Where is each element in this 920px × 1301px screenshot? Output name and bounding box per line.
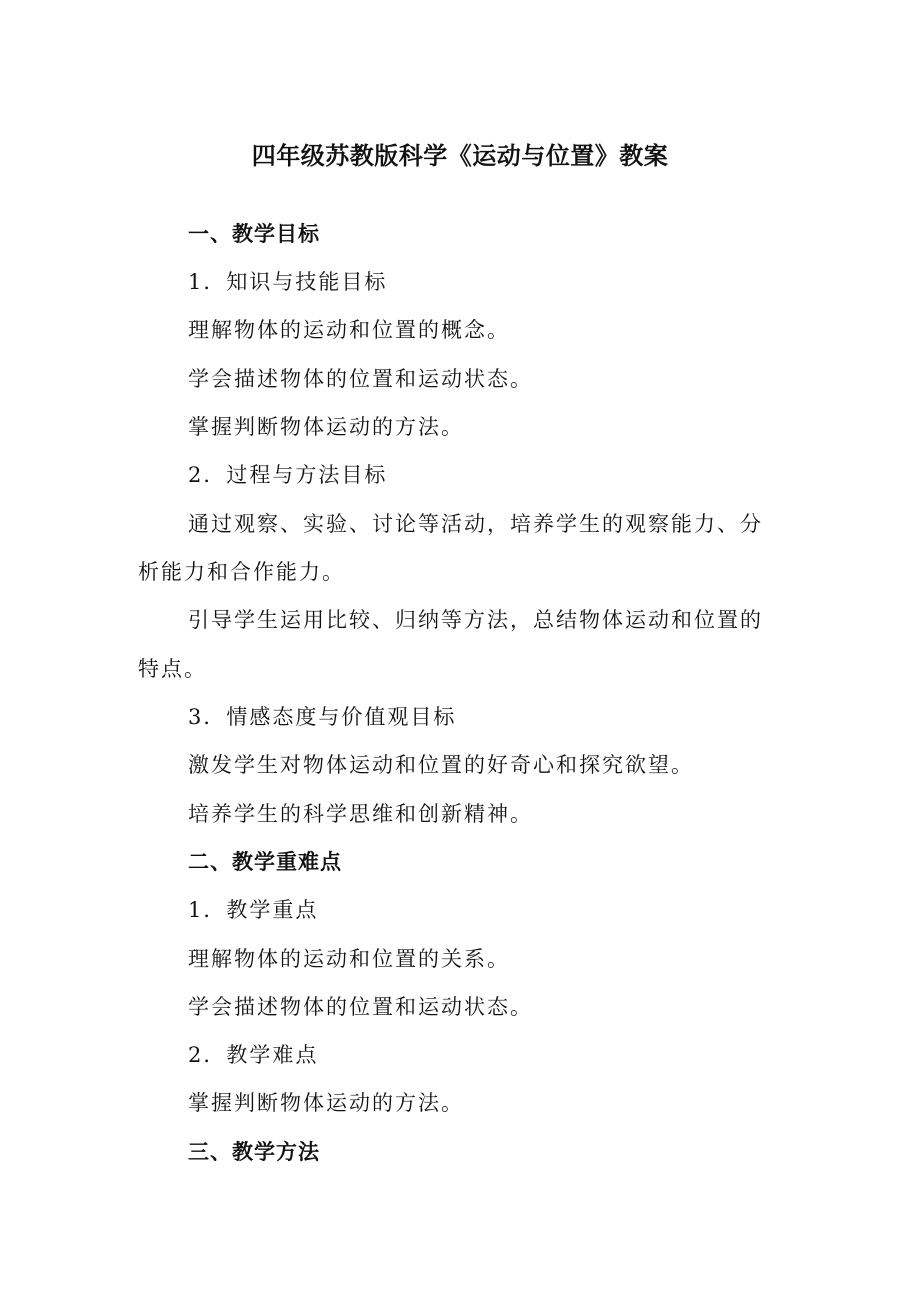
paragraph: 引导学生运用比较、归纳等方法，总结物体运动和位置的 (188, 608, 763, 632)
paragraph: 培养学生的科学思维和创新精神。 (188, 802, 533, 826)
paragraph: 掌握判断物体运动的方法。 (188, 415, 464, 439)
paragraph-continuation: 特点。 (138, 657, 207, 681)
subsection-heading: 2．过程与方法目标 (188, 463, 388, 487)
subsection-heading: 1．知识与技能目标 (188, 270, 388, 294)
section-heading: 三、教学方法 (188, 1140, 320, 1164)
paragraph-continuation: 析能力和合作能力。 (138, 560, 345, 584)
subsection-heading: 2．教学难点 (188, 1043, 319, 1067)
paragraph: 激发学生对物体运动和位置的好奇心和探究欲望。 (188, 753, 694, 777)
subsection-heading: 3．情感态度与价值观目标 (188, 705, 457, 729)
paragraph: 掌握判断物体运动的方法。 (188, 1091, 464, 1115)
paragraph: 理解物体的运动和位置的关系。 (188, 947, 510, 971)
paragraph: 学会描述物体的位置和运动状态。 (188, 995, 533, 1019)
paragraph: 学会描述物体的位置和运动状态。 (188, 367, 533, 391)
document-title: 四年级苏教版科学《运动与位置》教案 (251, 142, 669, 170)
paragraph: 理解物体的运动和位置的概念。 (188, 318, 510, 342)
section-heading: 一、教学目标 (188, 222, 320, 246)
subsection-heading: 1．教学重点 (188, 898, 319, 922)
paragraph: 通过观察、实验、讨论等活动，培养学生的观察能力、分 (188, 512, 763, 536)
section-heading: 二、教学重难点 (188, 850, 342, 874)
